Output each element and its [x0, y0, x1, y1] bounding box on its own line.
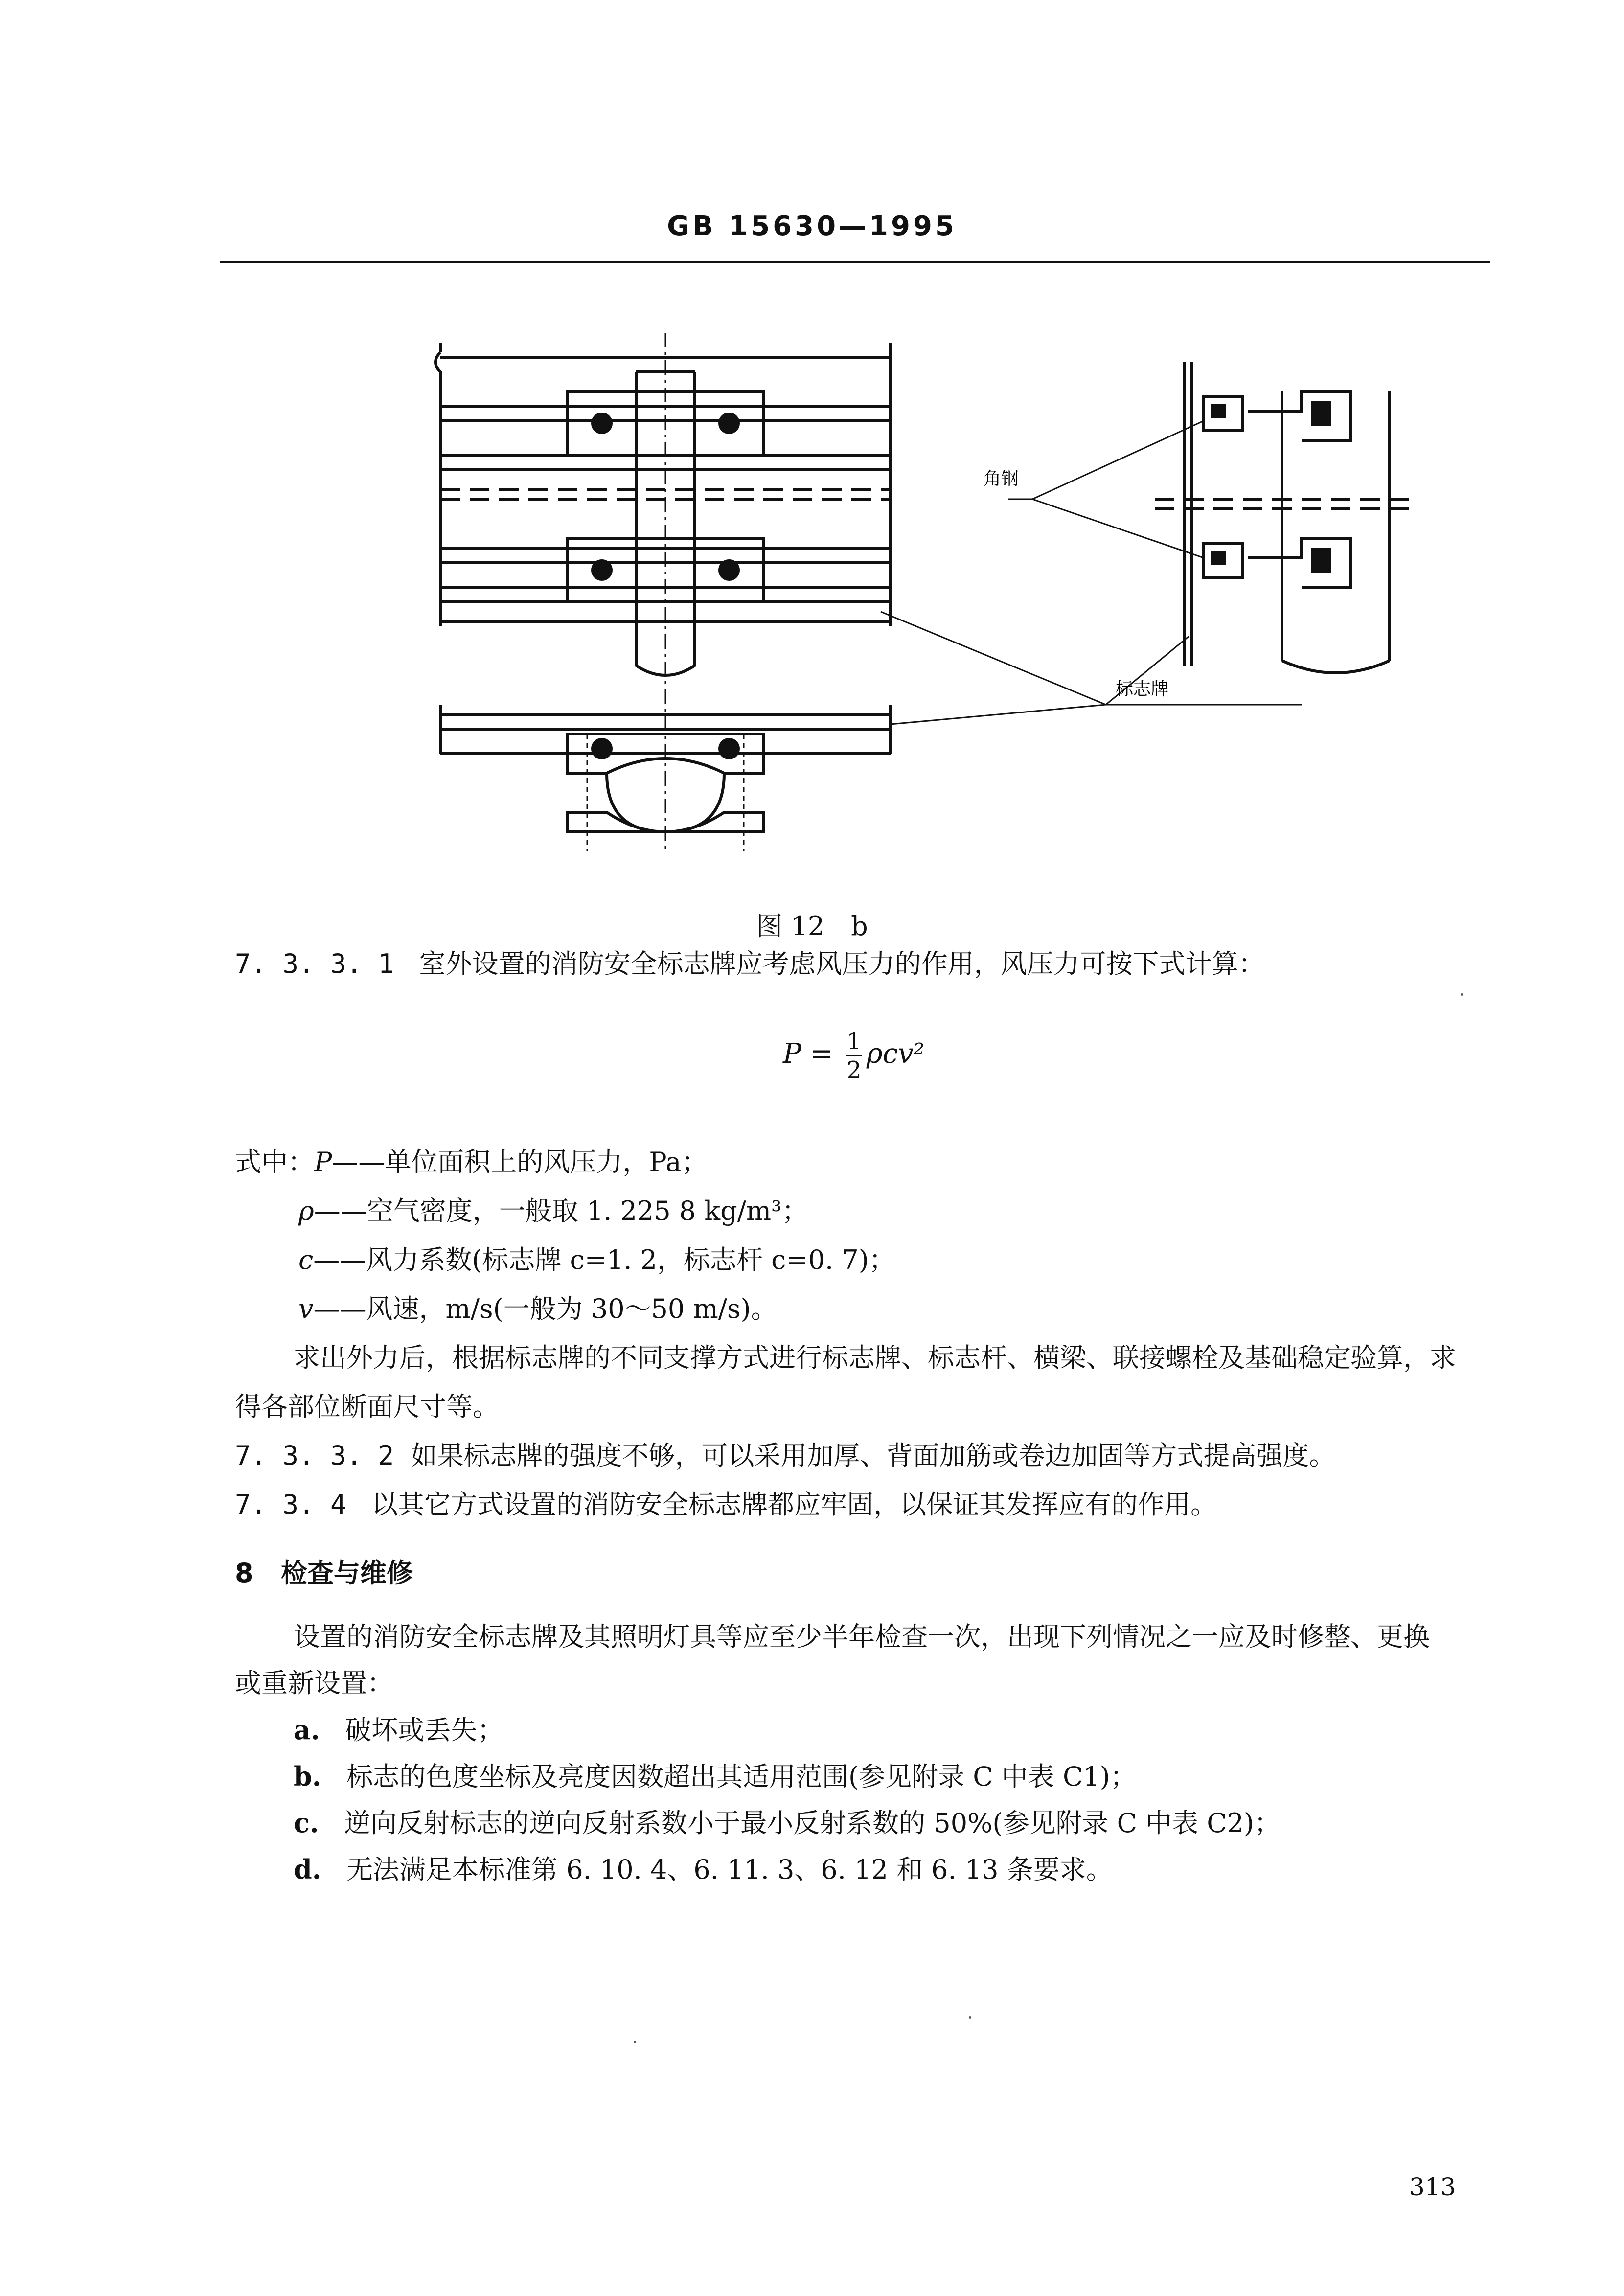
- clause-text: 室外设置的消防安全标志牌应考虑风压力的作用，风压力可按下式计算：: [419, 948, 1265, 979]
- clause-number: 7. 3. 3. 1: [235, 948, 394, 979]
- list-marker: d.: [294, 1854, 321, 1885]
- where-symbol: ρ: [298, 1195, 314, 1226]
- clause-7-3-3-2: [235, 1439, 1507, 1473]
- where-line-c: [298, 1243, 1571, 1277]
- standard-number: GB 15630—1995: [667, 210, 957, 242]
- section-number: 8: [235, 1558, 253, 1588]
- where-line-v: [298, 1292, 1571, 1326]
- where-symbol: c: [298, 1244, 314, 1275]
- wind-pressure-formula: [783, 1028, 1125, 1096]
- verification-para-line1: 求出外力后，根据标志牌的不同支撑方式进行标志牌、标志杆、横梁、联接螺栓及基础稳定验算，求: [294, 1342, 1456, 1373]
- label-sign-board: 标志牌: [1116, 679, 1169, 699]
- where-text: ——风速，m/s(一般为 30～50 m/s)。: [313, 1293, 778, 1324]
- list-marker: b.: [294, 1761, 321, 1792]
- formula-lhs: P: [783, 1038, 801, 1070]
- where-symbol: P: [314, 1147, 332, 1177]
- list-text: 逆向反射标志的逆向反射系数小于最小反射系数的 50%(参见附录 C 中表 C2)；: [344, 1808, 1281, 1838]
- scan-speck: [969, 2016, 971, 2019]
- clause-7-3-4: [235, 1488, 1507, 1522]
- formula-denominator: 2: [846, 1055, 862, 1084]
- where-text: ——空气密度，一般取 1. 225 8 kg/m³；: [314, 1195, 808, 1226]
- section-8-heading: [235, 1556, 1507, 1590]
- clause-number: 7. 3. 3. 2: [235, 1440, 394, 1471]
- figure-12b-mounting-drawing: [421, 323, 1468, 891]
- header-rule: [220, 261, 1490, 263]
- where-intro: 式中：: [235, 1147, 314, 1177]
- section-title: 检查与维修: [280, 1558, 413, 1588]
- verification-para-line2: 得各部位断面尺寸等。: [235, 1391, 499, 1422]
- where-line-rho: [298, 1194, 1571, 1228]
- clause-text: 如果标志牌的强度不够，可以采用加厚、背面加筋或卷边加固等方式提高强度。: [411, 1440, 1336, 1471]
- clause-number: 7. 3. 4: [235, 1489, 346, 1520]
- section-8-intro-line1: 设置的消防安全标志牌及其照明灯具等应至少半年检查一次，出现下列情况之一应及时修整、更换: [294, 1621, 1430, 1652]
- clause-text: 以其它方式设置的消防安全标志牌都应牢固，以保证其发挥应有的作用。: [371, 1489, 1217, 1520]
- formula-equals: =: [810, 1038, 833, 1070]
- formula-rhs: ρcv²: [866, 1038, 925, 1070]
- scan-speck: [1461, 993, 1463, 996]
- figure-caption: 图 12 b: [756, 911, 868, 941]
- where-line-p: [235, 1145, 1507, 1179]
- where-text: ——风力系数(标志牌 c=1. 2，标志杆 c=0. 7)；: [313, 1244, 895, 1275]
- list-item-d: [294, 1852, 1566, 1887]
- formula-numerator: 1: [846, 1028, 862, 1055]
- scan-speck: [634, 2041, 636, 2043]
- label-angle-steel: 角钢: [984, 469, 1019, 489]
- list-text: 标志的色度坐标及亮度因数超出其适用范围(参见附录 C 中表 C1)；: [346, 1761, 1137, 1792]
- list-item-c: [294, 1806, 1566, 1840]
- where-text: ——单位面积上的风压力，Pa；: [332, 1147, 708, 1177]
- page-number: 313: [1409, 2173, 1456, 2201]
- where-symbol: v: [298, 1293, 314, 1324]
- clause-7-3-3-1: [235, 947, 1507, 981]
- list-item-a: [294, 1713, 1566, 1747]
- list-text: 无法满足本标准第 6. 10. 4、6. 11. 3、6. 12 和 6. 13 条要求。: [346, 1854, 1113, 1885]
- list-item-b: [294, 1759, 1566, 1794]
- list-marker: a.: [294, 1714, 320, 1745]
- list-text: 破坏或丢失；: [345, 1715, 504, 1745]
- list-marker: c.: [294, 1807, 319, 1838]
- section-8-intro-line2: 或重新设置：: [235, 1668, 393, 1699]
- formula-fraction: [846, 1028, 862, 1084]
